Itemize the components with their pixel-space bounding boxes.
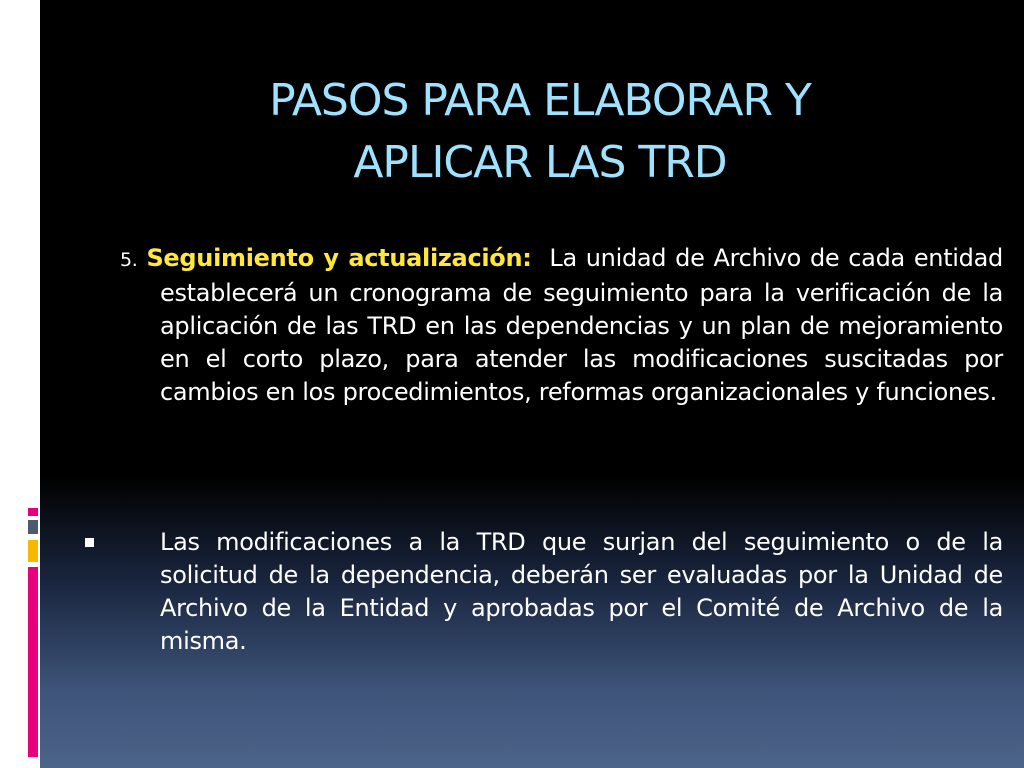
- slide-title-line-2: APLICAR LAS TRD: [353, 137, 727, 188]
- left-decoration-strip: [0, 0, 40, 768]
- paragraph-body: La unidad de Archivo de cada entidad establecerá un cronograma de seguimiento para la verificación de la aplicación de las TRD en las dependencias y un plan de mejoramiento en el corto plazo, para atender las modificaciones suscitadas por cambios en los procedimientos, reformas organizacionales y funciones.: [160, 244, 1003, 406]
- paragraph-seguimiento: [120, 242, 1003, 409]
- bullet-text: Las modificaciones a la TRD que surjan del seguimiento o de la solicitud de la dependencia, deberán ser evaluadas por la Unidad de Archivo de la Entidad y aprobadas por el Comité de Archivo de la misma.: [160, 528, 1003, 655]
- paragraph-heading: Seguimiento y actualización:: [146, 244, 532, 272]
- paragraph-number: 5.: [120, 249, 138, 271]
- slide-title-line-1: PASOS PARA ELABORAR Y: [269, 75, 811, 126]
- accent-bar-gray: [28, 520, 38, 534]
- accent-bar-yellow: [28, 540, 38, 562]
- square-bullet-icon: [85, 538, 94, 547]
- bullet-item-modificaciones: [120, 526, 1003, 658]
- slide-title: [140, 70, 940, 194]
- accent-bar-pink-small: [28, 508, 38, 516]
- accent-bar-pink-long: [28, 567, 38, 757]
